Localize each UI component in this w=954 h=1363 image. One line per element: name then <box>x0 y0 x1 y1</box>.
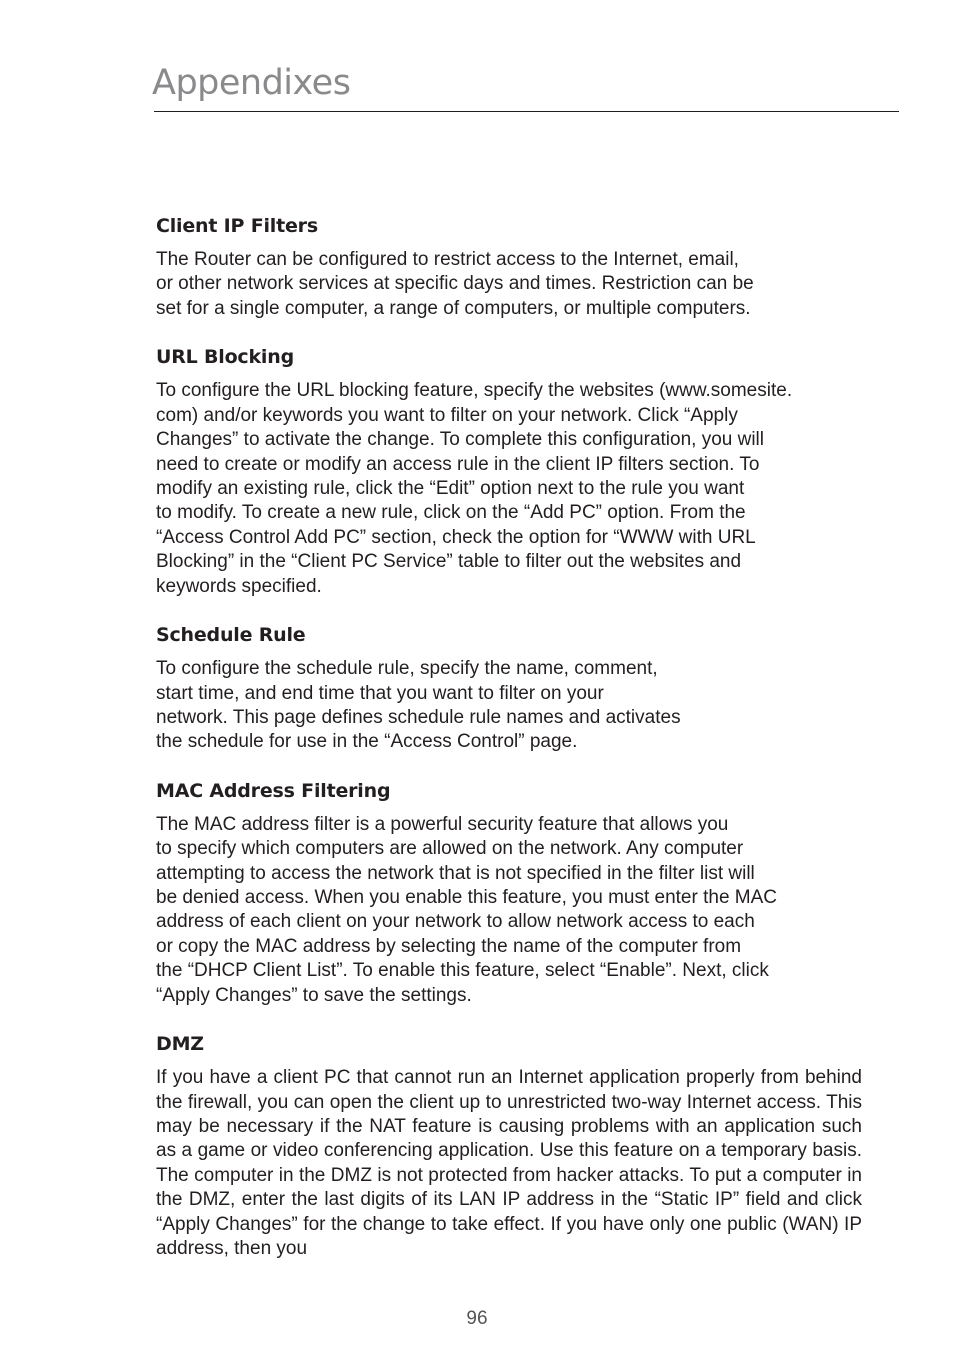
section-mac-address-filtering <box>156 779 862 1008</box>
section-schedule-rule <box>156 623 862 755</box>
text-line: Changes” to activate the change. To complete this configuration, you will <box>156 429 764 451</box>
text-line: to specify which computers are allowed on the network. Any computer <box>156 838 744 860</box>
text-line: com) and/or keywords you want to filter on your network. Click “Apply <box>156 404 738 426</box>
section-dmz <box>156 1032 862 1261</box>
section-body <box>156 657 862 755</box>
text-line: network. This page defines schedule rule names and activates <box>156 706 681 728</box>
text-line: or other network services at specific days and times. Restriction can be <box>156 273 754 295</box>
page-header-title: Appendixes <box>152 63 351 103</box>
section-heading: Client IP Filters <box>156 215 318 237</box>
text-line: Blocking” in the “Client PC Service” table to filter out the websites and <box>156 551 742 573</box>
text-line: address of each client on your network to allow network access to each <box>156 911 755 933</box>
text-line: start time, and end time that you want to filter on your <box>156 682 604 704</box>
text-line: attempting to access the network that is not specified in the filter list will <box>156 862 755 884</box>
section-heading: URL Blocking <box>156 346 294 369</box>
section-body <box>156 248 862 321</box>
text-line: “Apply Changes” to save the settings. <box>156 984 472 1006</box>
section-body: If you have a client PC that cannot run an Internet application properly from behind the firewall, you can open the client up to unrestricted two-way Internet access. This may be necessary if the NAT feature is causing problems with an application such as a game or video conferencing application. Use this feature on a temporary basis. The computer in the DMZ is not protected from hacker attacks. To put a computer in the DMZ, enter the last digits of its LAN IP address in the “Static IP” field and click “Apply Changes” for the change to take effect. If you have only one public (WAN) IP address, then you <box>156 1067 862 1259</box>
text-line: To configure the schedule rule, specify the name, comment, <box>156 658 658 680</box>
section-heading: Schedule Rule <box>156 624 306 647</box>
page-number: 96 <box>466 1308 488 1329</box>
text-line: need to create or modify an access rule in the client IP filters section. To <box>156 453 760 475</box>
text-line: or copy the MAC address by selecting the name of the computer from <box>156 935 742 957</box>
section-heading: MAC Address Filtering <box>156 779 391 802</box>
text-line: The MAC address filter is a powerful security feature that allows you <box>156 813 729 835</box>
text-line: keywords specified. <box>156 575 322 597</box>
text-line: the schedule for use in the “Access Control” page. <box>156 731 578 753</box>
text-line: To configure the URL blocking feature, specify the websites (www.somesite. <box>156 380 793 402</box>
text-line: “Access Control Add PC” section, check the option for “WWW with URL <box>156 526 756 548</box>
text-line: set for a single computer, a range of computers, or multiple computers. <box>156 297 751 319</box>
text-line: to modify. To create a new rule, click on the “Add PC” option. From the <box>156 502 746 524</box>
section-url-blocking <box>156 345 862 599</box>
section-heading: DMZ <box>156 1033 204 1056</box>
text-line: be denied access. When you enable this feature, you must enter the MAC <box>156 887 778 909</box>
header-divider <box>154 111 899 112</box>
text-line: the “DHCP Client List”. To enable this feature, select “Enable”. Next, click <box>156 960 769 982</box>
section-body <box>156 813 862 1008</box>
section-client-ip-filters <box>156 214 862 321</box>
section-body <box>156 379 862 599</box>
text-line: modify an existing rule, click the “Edit” option next to the rule you want <box>156 478 745 499</box>
text-line: The Router can be configured to restrict access to the Internet, email, <box>156 249 739 271</box>
main-content <box>156 214 862 1261</box>
